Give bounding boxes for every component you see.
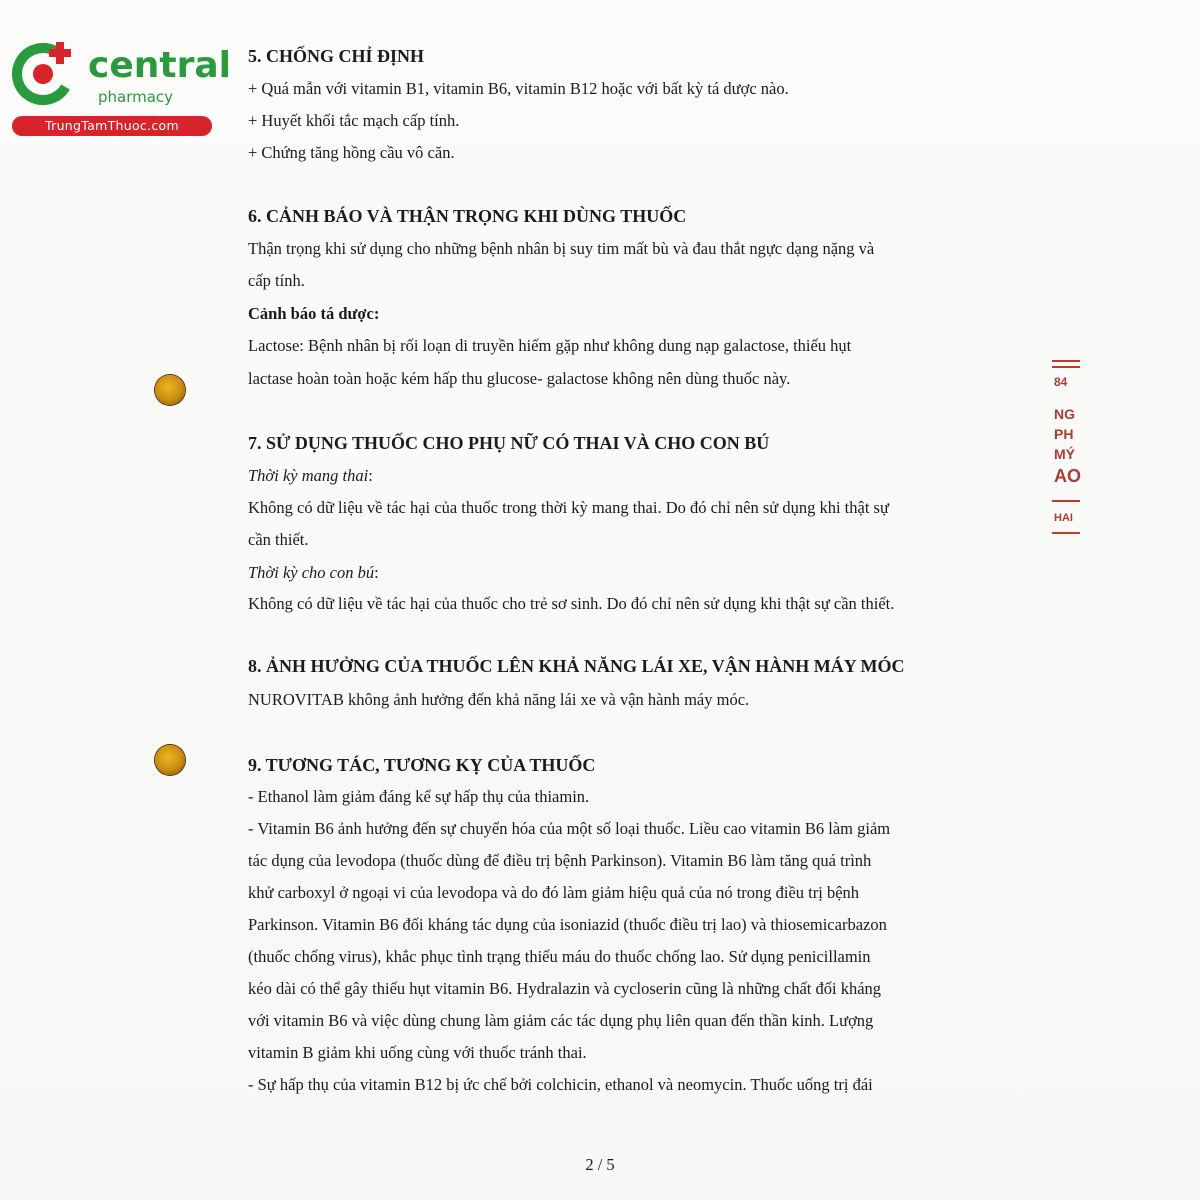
section-7-line: Không có dữ liệu về tác hại của thuốc cho trẻ sơ sinh. Do đó chỉ nên sử dụng khi thật sự cần thiết. — [248, 594, 895, 613]
punch-hole-top — [155, 375, 185, 405]
section-5-line: + Chứng tăng hồng cầu vô căn. — [248, 143, 455, 162]
stamp-text-6: HAI — [1054, 512, 1073, 524]
section-7-subheading-pregnancy: Thời kỳ mang thai: — [248, 466, 373, 485]
section-6-subheading: Cảnh báo tá dược: — [248, 304, 380, 323]
section-9-title: 9. TƯƠNG TÁC, TƯƠNG KỴ CỦA THUỐC — [248, 755, 596, 775]
stamp-text-4: MÝ — [1054, 446, 1075, 462]
stamp-text-3: PH — [1054, 426, 1074, 442]
section-9-line: vitamin B giảm khi uống cùng với thuốc tránh thai. — [248, 1043, 587, 1062]
logo-sub-text: pharmacy — [98, 88, 174, 106]
section-7-title: 7. SỬ DỤNG THUỐC CHO PHỤ NỮ CÓ THAI VÀ CHO CON BÚ — [248, 433, 770, 453]
section-5-line: + Huyết khối tắc mạch cấp tính. — [248, 111, 460, 130]
section-9-line: - Sự hấp thụ của vitamin B12 bị ức chế bởi colchicin, ethanol và neomycin. Thuốc uống trị đái — [248, 1075, 873, 1094]
section-7-subheading-breastfeeding: Thời kỳ cho con bú: — [248, 563, 379, 582]
punch-hole-bottom — [155, 745, 185, 775]
section-9-line: - Vitamin B6 ảnh hưởng đến sự chuyển hóa của một số loại thuốc. Liều cao vitamin B6 làm giảm — [248, 819, 891, 838]
section-5-title: 5. CHỐNG CHỈ ĐỊNH — [248, 46, 425, 66]
pharmacy-cross-logo-icon — [10, 38, 80, 108]
section-9-line: kéo dài có thể gây thiếu hụt vitamin B6. Hydralazin và cycloserin cũng là những chất đối kháng — [248, 979, 882, 998]
page-number: 2 / 5 — [585, 1155, 615, 1174]
section-7-line: Không có dữ liệu về tác hại của thuốc trong thời kỳ mang thai. Do đó chỉ nên sử dụng khi thật sự — [248, 498, 889, 517]
section-9-line: khử carboxyl ở ngoại vi của levodopa và do đó làm giảm hiệu quả của nó trong điều trị bệnh — [248, 883, 860, 902]
section-6-line: Thận trọng khi sử dụng cho những bệnh nhân bị suy tim mất bù và đau thắt ngực dạng nặng và — [248, 239, 875, 258]
stamp-text-1: 84 — [1054, 375, 1068, 389]
stamp-text-2: NG — [1054, 406, 1075, 422]
section-9-line: Parkinson. Vitamin B6 đối kháng tác dụng của isoniazid (thuốc điều trị lao) và thiosemicarbazon — [248, 915, 887, 934]
section-6-line: lactase hoàn toàn hoặc kém hấp thu glucose- galactose không nên dùng thuốc này. — [248, 369, 791, 388]
section-9-line: (thuốc chống virus), khắc phục tình trạng thiếu máu do thuốc chống lao. Sử dụng penicillamin — [248, 947, 871, 966]
section-9-line: với vitamin B6 và việc dùng chung làm giảm các tác dụng phụ liên quan đến thần kinh. Lượng — [248, 1011, 874, 1030]
red-stamp-fragment — [1052, 360, 1082, 535]
section-6-line: Lactose: Bệnh nhân bị rối loạn di truyền hiếm gặp như không dung nạp galactose, thiếu hụt — [248, 336, 852, 355]
section-7-line: cần thiết. — [248, 530, 309, 549]
section-9-line: - Ethanol làm giảm đáng kể sự hấp thụ của thiamin. — [248, 787, 590, 806]
pregnancy-label: Thời kỳ mang thai — [248, 466, 369, 485]
logo-site-link[interactable]: TrungTamThuoc.com — [12, 116, 212, 136]
central-pharmacy-logo[interactable] — [10, 38, 231, 138]
stamp-text-5: AO — [1054, 466, 1081, 486]
section-5-line: + Quá mẫn với vitamin B1, vitamin B6, vitamin B12 hoặc với bất kỳ tá dược nào. — [248, 79, 789, 98]
section-6-title: 6. CẢNH BÁO VÀ THẬN TRỌNG KHI DÙNG THUỐC — [248, 206, 687, 226]
logo-brand-text: central — [88, 45, 231, 86]
breastfeeding-label: Thời kỳ cho con bú — [248, 563, 375, 582]
section-8-line: NUROVITAB không ảnh hưởng đến khả năng lái xe và vận hành máy móc. — [248, 690, 750, 709]
section-8-title: 8. ẢNH HƯỞNG CỦA THUỐC LÊN KHẢ NĂNG LÁI XE, VẬN HÀNH MÁY MÓC — [248, 656, 905, 676]
section-6-line: cấp tính. — [248, 271, 305, 290]
section-9-line: tác dụng của levodopa (thuốc dùng để điều trị bệnh Parkinson). Vitamin B6 làm tăng quá trình — [248, 851, 872, 870]
